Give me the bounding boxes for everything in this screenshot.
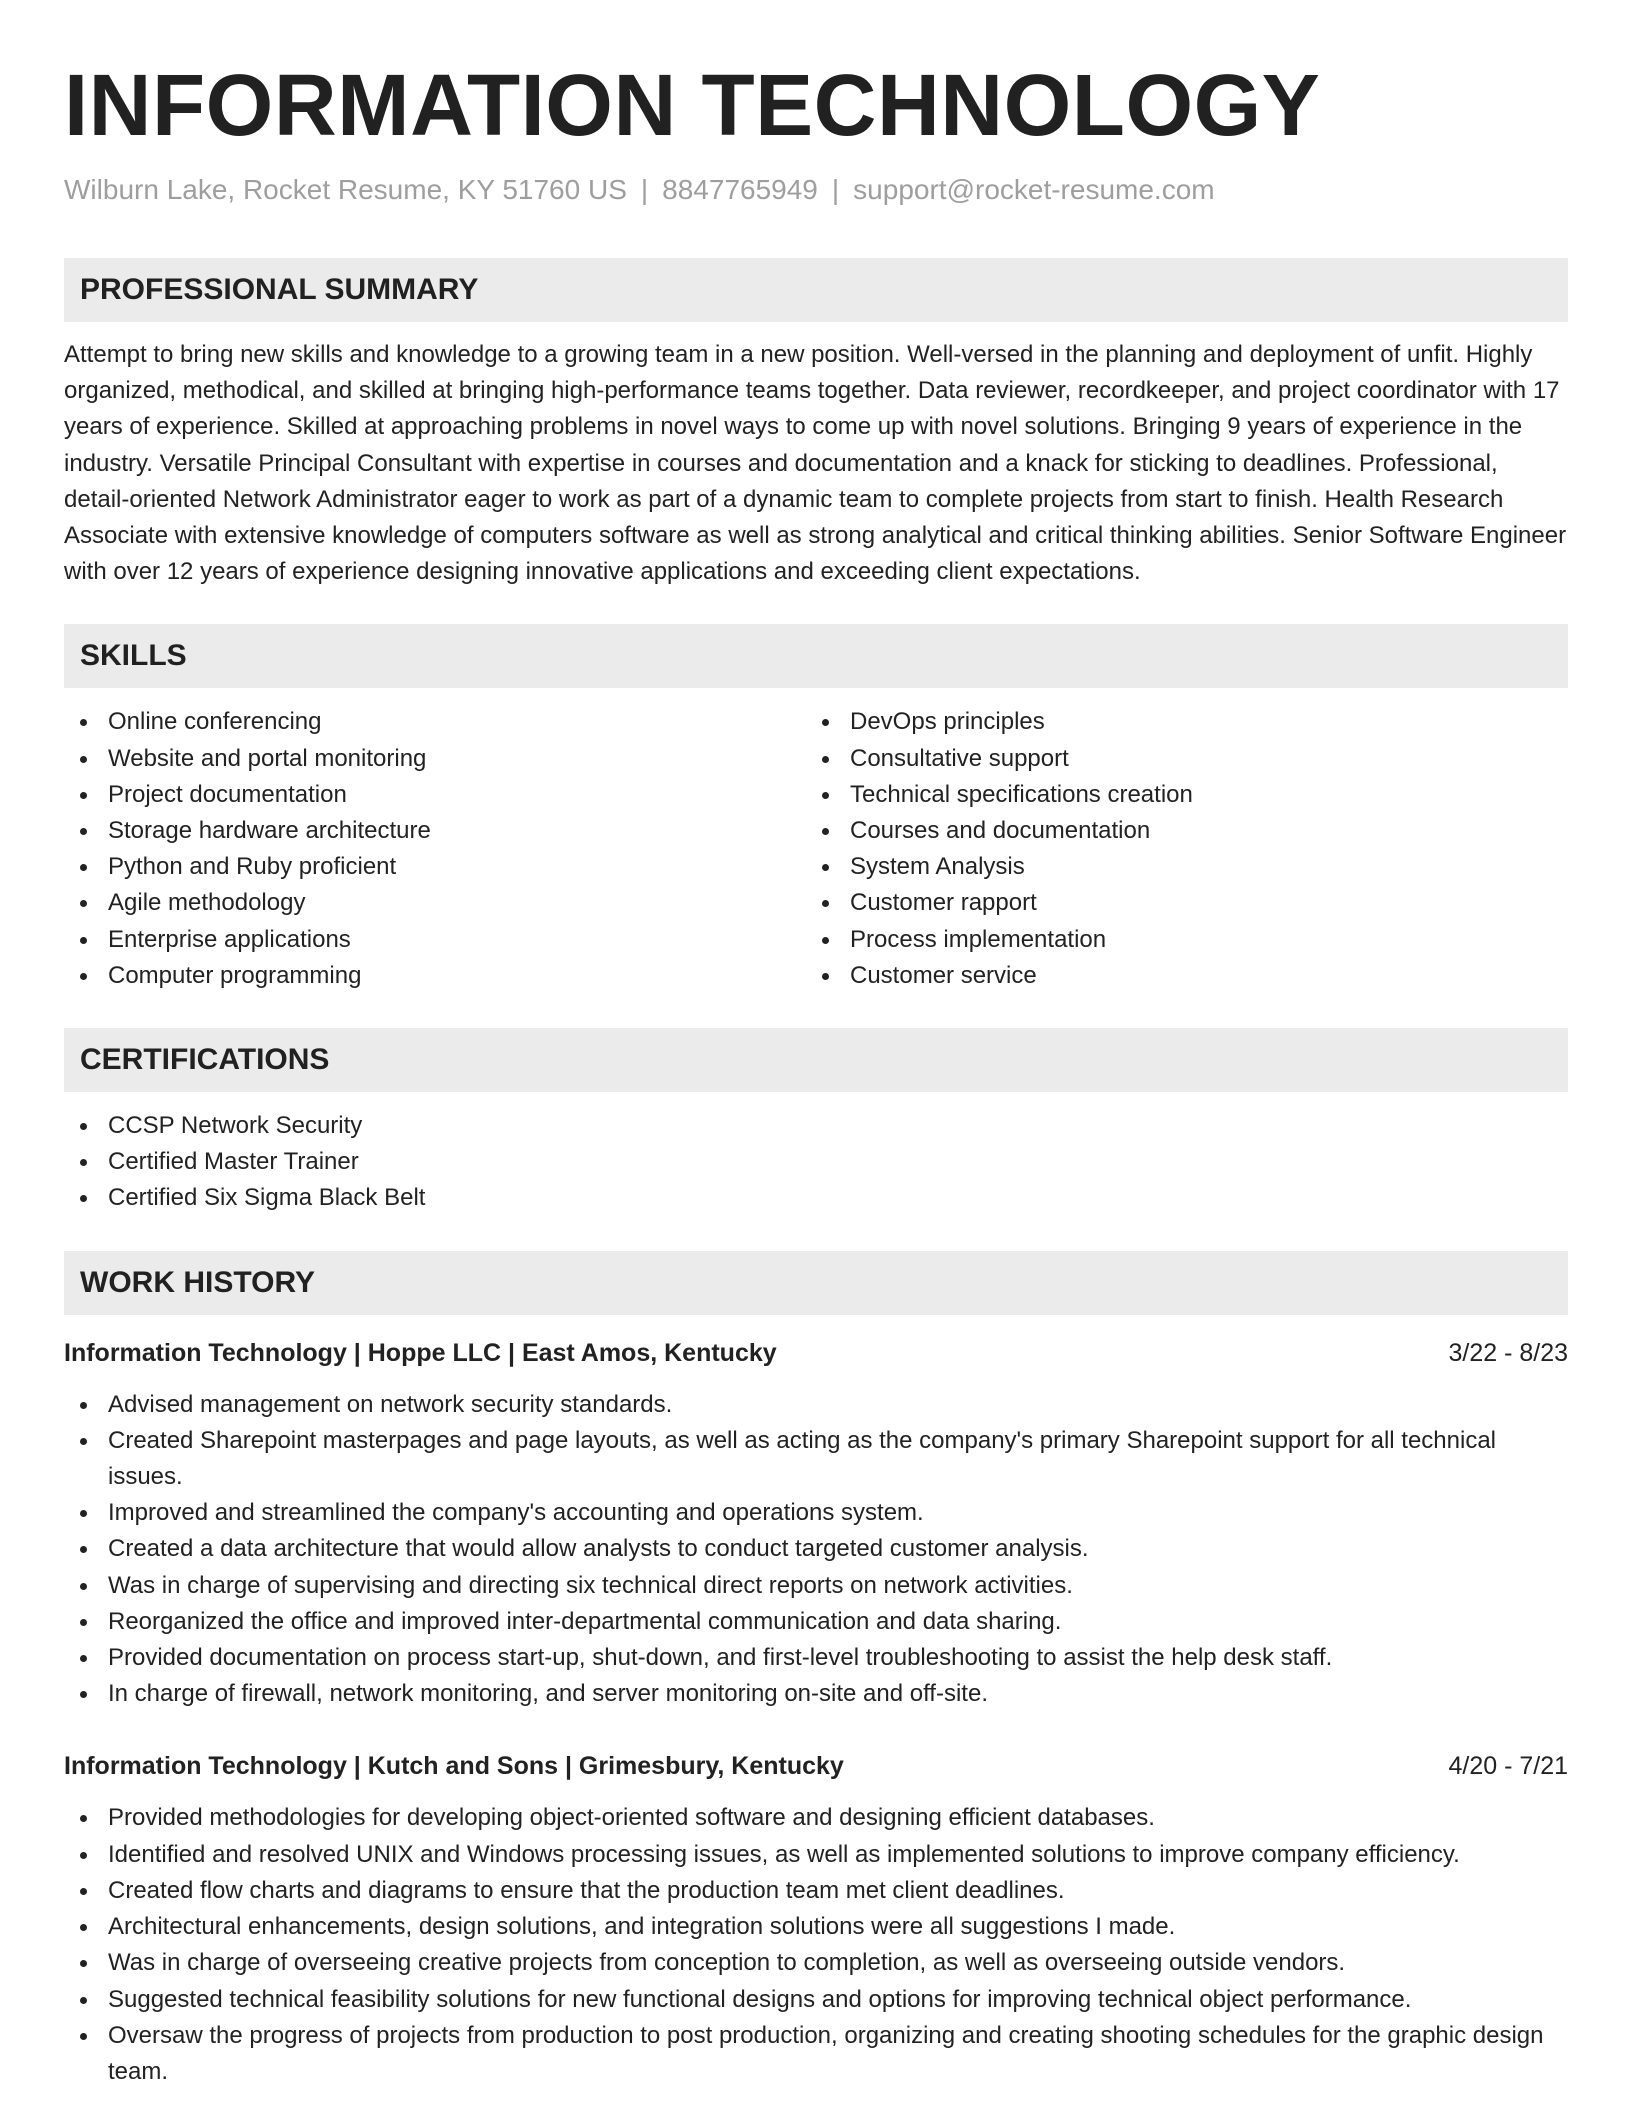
skill-item: Python and Ruby proficient (64, 849, 806, 885)
skill-item: Website and portal monitoring (64, 741, 806, 777)
job-bullet-list (64, 1800, 1568, 2090)
skill-item: Process implementation (806, 922, 1548, 958)
certifications-section-title: CERTIFICATIONS (64, 1028, 1568, 1092)
job-header (64, 1335, 1568, 1371)
job-entry (64, 1335, 1568, 1713)
skill-item: DevOps principles (806, 704, 1548, 740)
contact-separator: | (640, 174, 649, 205)
job-bullet-list (64, 1387, 1568, 1713)
job-dates: 3/22 - 8/23 (1448, 1338, 1568, 1367)
certifications-list (64, 1108, 1568, 1217)
job-entry (64, 1748, 1568, 2090)
skill-item: Customer service (806, 958, 1548, 994)
job-title: Information Technology | Kutch and Sons | Grimesbury, Kentucky (64, 1752, 844, 1781)
job-bullet: Created Sharepoint masterpages and page layouts, as well as acting as the company's primary Sharepoint support for all technical issues. (64, 1423, 1568, 1495)
certification-item: CCSP Network Security (64, 1108, 1568, 1144)
job-bullet: Provided methodologies for developing object-oriented software and designing efficient databases. (64, 1800, 1568, 1836)
job-bullet: Was in charge of supervising and directing six technical direct reports on network activities. (64, 1568, 1568, 1604)
job-bullet: Improved and streamlined the company's accounting and operations system. (64, 1495, 1568, 1531)
skills-column-left (64, 704, 806, 994)
skill-item: Technical specifications creation (806, 777, 1548, 813)
skill-item: Customer rapport (806, 885, 1548, 921)
job-bullet: Advised management on network security standards. (64, 1387, 1568, 1423)
contact-email: support@rocket-resume.com (853, 174, 1215, 205)
resume-name: INFORMATION TECHNOLOGY (64, 57, 1321, 154)
job-bullet: Created flow charts and diagrams to ensure that the production team met client deadlines. (64, 1873, 1568, 1909)
certification-item: Certified Six Sigma Black Belt (64, 1180, 1568, 1216)
skills-column-right (806, 704, 1548, 994)
skills-list (64, 704, 1568, 994)
job-bullet: Architectural enhancements, design solutions, and integration solutions were all suggestions I made. (64, 1909, 1568, 1945)
job-title: Information Technology | Hoppe LLC | East Amos, Kentucky (64, 1338, 777, 1367)
skill-item: Online conferencing (64, 704, 806, 740)
skill-item: Agile methodology (64, 885, 806, 921)
job-bullet: Reorganized the office and improved inter-departmental communication and data sharing. (64, 1604, 1568, 1640)
summary-text: Attempt to bring new skills and knowledge to a growing team in a new position. Well-versed in the planning and deployment of unfit. Highly organized, methodical, and skilled at bringing high-performance teams together. Data reviewer, recordkeeper, and project coordinator with 17 years of experience. Skilled at approaching problems in novel ways to come up with novel solutions. Bringing 9 years of experience in the industry. Versatile Principal Consultant with expertise in courses and documentation and a knack for sticking to deadlines. Professional, detail-oriented Network Administrator eager to work as part of a dynamic team to complete projects from start to finish. Health Research Associate with extensive knowledge of computers software as well as strong analytical and critical thinking abilities. Senior Software Engineer with over 12 years of experience designing innovative applications and exceeding client expectations. (64, 341, 1567, 586)
contact-phone: 8847765949 (662, 174, 818, 205)
job-bullet: Identified and resolved UNIX and Windows processing issues, as well as implemented solutions to improve company efficiency. (64, 1837, 1568, 1873)
job-bullet: Created a data architecture that would allow analysts to conduct targeted customer analysis. (64, 1531, 1568, 1567)
summary-section-title: PROFESSIONAL SUMMARY (64, 258, 1568, 322)
job-bullet: In charge of firewall, network monitoring, and server monitoring on-site and off-site. (64, 1676, 1568, 1712)
job-bullet: Provided documentation on process start-up, shut-down, and first-level troubleshooting to assist the help desk staff. (64, 1640, 1568, 1676)
job-bullet: Suggested technical feasibility solutions for new functional designs and options for improving technical object performance. (64, 1982, 1568, 2018)
contact-separator: | (831, 174, 840, 205)
job-bullet: Was in charge of overseeing creative projects from conception to completion, as well as overseeing outside vendors. (64, 1945, 1568, 1981)
certification-item: Certified Master Trainer (64, 1144, 1568, 1180)
skill-item: Enterprise applications (64, 922, 806, 958)
skill-item: Courses and documentation (806, 813, 1548, 849)
contact-line (64, 172, 1568, 208)
contact-address: Wilburn Lake, Rocket Resume, KY 51760 US (64, 174, 627, 205)
skills-section-title: SKILLS (64, 624, 1568, 688)
work-history-section-title: WORK HISTORY (64, 1251, 1568, 1315)
skill-item: Storage hardware architecture (64, 813, 806, 849)
job-dates: 4/20 - 7/21 (1448, 1752, 1568, 1781)
job-header (64, 1748, 1568, 1784)
skill-item: Computer programming (64, 958, 806, 994)
skill-item: Project documentation (64, 777, 806, 813)
skill-item: Consultative support (806, 741, 1548, 777)
skill-item: System Analysis (806, 849, 1548, 885)
job-bullet: Oversaw the progress of projects from production to post production, organizing and creating shooting schedules for the graphic design team. (64, 2018, 1568, 2090)
